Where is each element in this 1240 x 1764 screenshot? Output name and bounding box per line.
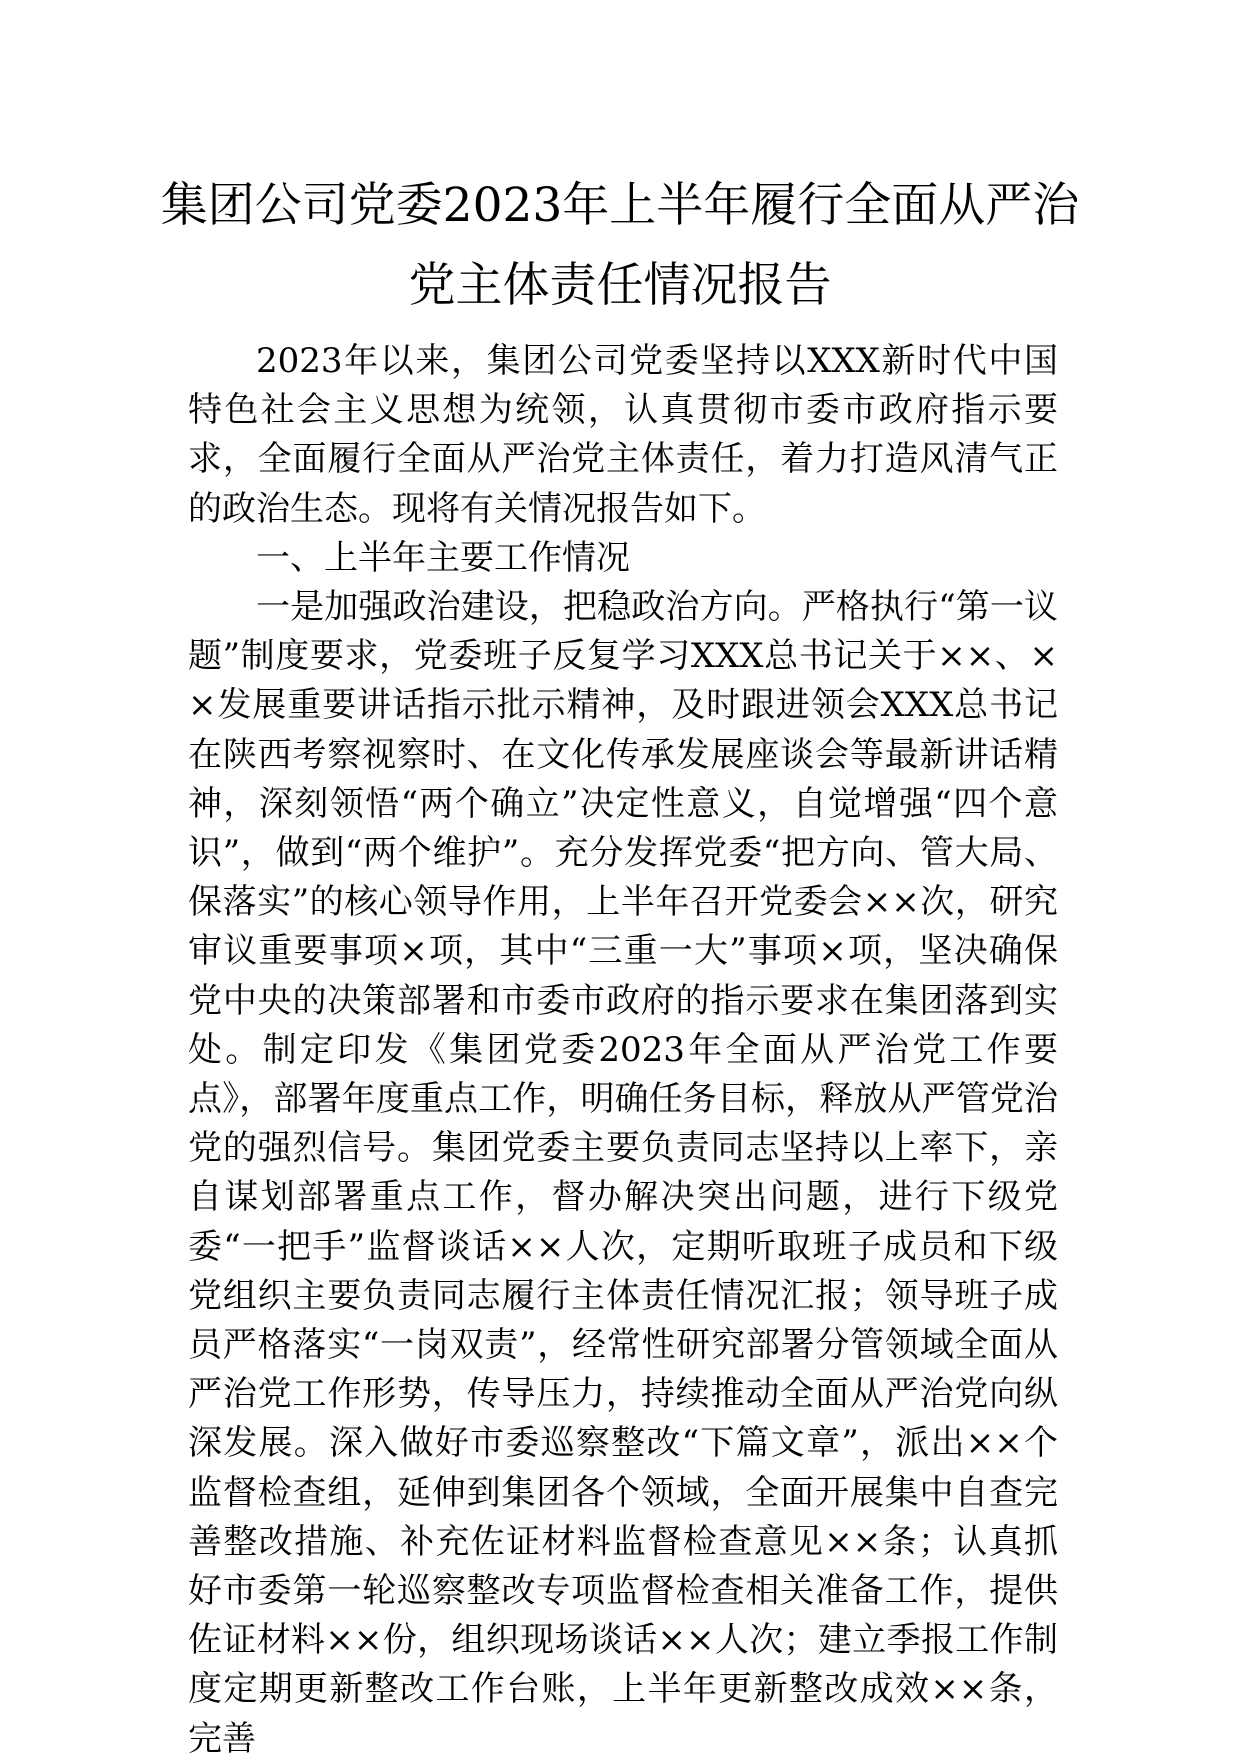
document-title: 集团公司党委2023年上半年履行全面从严治党主体责任情况报告 [160,178,1080,313]
body-paragraph: 一是加强政治建设，把稳政治方向。严格执行“第一议题”制度要求，党委班子反复学习XXX总书记关于××、××发展重要讲话指示批示精神，及时跟进领会XXX总书记在陕西考察视察时、在文化传承发展座谈会等最新讲话精神，深刻领悟“两个确立”决定性意义，自觉增强“四个意识”，做到“两个维护”。充分发挥党委“把方向、管大局、保落实”的核心领导作用，上半年召开党委会××次，研究审议重要事项×项，其中“三重一大”事项×项，坚决确保党中央的决策部署和市委市政府的指示要求在集团落到实处。制定印发《集团党委2023年全面从严治党工作要点》，部署年度重点工作，明确任务目标，释放从严管党治党的强烈信号。集团党委主要负责同志坚持以上率下，亲自谋划部署重点工作，督办解决突出问题，进行下级党委“一把手”监督谈话××人次，定期听取班子成员和下级党组织主要负责同志履行主体责任情况汇报；领导班子成员严格落实“一岗双责”，经常性研究部署分管领域全面从严治党工作形势，传导压力，持续推动全面从严治党向纵深发展。深入做好市委巡察整改“下篇文章”，派出××个监督检查组，延伸到集团各个领域，全面开展集中自查完善整改措施、补充佐证材料监督检查意见××条；认真抓好市委第一轮巡察整改专项监督检查相关准备工作，提供佐证材料××份，组织现场谈话××人次；建立季报工作制度定期更新整改工作台账，上半年更新整改成效××条，完善 [188,587,1058,1759]
document-body [188,337,1058,1764]
section-heading: 一、上半年主要工作情况 [256,537,630,578]
intro-paragraph: 2023年以来，集团公司党委坚持以XXX新时代中国特色社会主义思想为统领，认真贯彻市委市政府指示要求，全面履行全面从严治党主体责任，着力打造风清气正的政治生态。现将有关情况报告如下。 [188,341,1058,529]
